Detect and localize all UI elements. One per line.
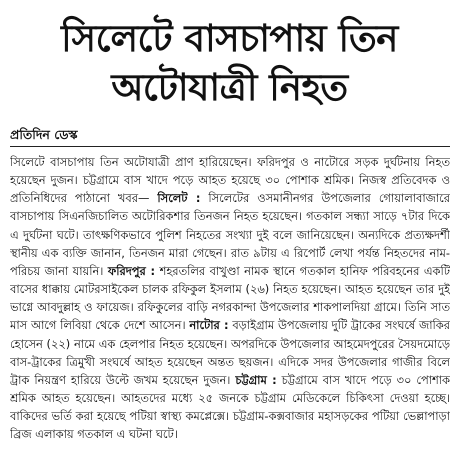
article-paragraph	[10, 153, 450, 444]
headline-line-1: সিলেটে বাসচাপায় তিন	[61, 17, 398, 60]
dateline-sylhet: সিলেট :	[157, 191, 201, 206]
article-intro: সিলেটে বাসচাপায় তিন অটোযাত্রী প্রাণ হারিয়েছেন। ফরিদপুর ও নাটোরে সড়ক দুর্ঘটনায় নিহত হয়েছেন দুজন। চট্টগ্রামে বাস খাদে পড়ে আহত হয়েছে ৩০ পোশাক শ্রমিক। নিজস্ব প্রতিবেদক ও প্রতিনিধিদের পাঠানো খবর—	[10, 155, 450, 206]
chattogram-report: চট্টগ্রামে বাস খাদে পড়ে ৩০ পোশাক শ্রমিক আহত হয়েছেন। আহতদের মধ্যে ২৫ জনকে চট্টগ্রাম মেডিকেলে চিকিৎসা দেওয়া হচ্ছে। বাকিদের ভর্তি করা হয়েছে পটিয়া স্বাস্থ্য কমপ্লেক্সে। চট্টগ্রাম-কক্সবাজার মহাসড়কের পটিয়া ভেল্লাপাড়া ব্রিজ এলাকায় গতকাল এ ঘটনা ঘটে।	[10, 372, 450, 442]
byline: প্রতিদিন ডেস্ক	[10, 127, 78, 142]
dateline-faridpur: ফরিদপুর :	[107, 263, 156, 278]
dateline-natore: নাটোর :	[189, 318, 229, 333]
dateline-chattogram: চট্টগ্রাম :	[235, 372, 277, 387]
headline-line-2: অটোযাত্রী নিহত	[111, 66, 348, 109]
byline-divider	[10, 146, 450, 147]
natore-report: বড়াইগ্রাম উপজেলায় দুটি ট্রাকের সংঘর্ষে জাকির হোসেন (২২) নামে এক হেলপার নিহত হয়েছেন। অপরদিকে উপজেলার আহমেদপুরের সৈয়দমোড়ে বাস-ট্রাকের ত্রিমুখী সংঘর্ষে আহত হয়েছেন অন্তত ছয়জন। এদিকে সদর উপজেলার গাজীর বিলে ট্রাক নিয়ন্ত্রণ হারিয়ে উল্টে জখম হয়েছেন দুজন।	[10, 318, 450, 387]
sylhet-report: সিলেটের ওসমানীনগর উপজেলার গোয়ালাবাজারে বাসচাপায় সিএনজিচালিত অটোরিকশার তিনজন নিহত হয়েছেন। গতকাল সন্ধ্যা সাড়ে ৭টার দিকে এ দুর্ঘটনা ঘটে। তাৎক্ষণিকভাবে পুলিশ নিহতের সংখ্যা দুই বলে জানিয়েছেন। অন্যদিকে প্রত্যক্ষদর্শী স্থানীয় এক ব্যক্তি জানান, তিনজন মারা গেছেন। রাত ৯টায় এ রিপোর্ট লেখা পর্যন্ত নিহতদের নাম-পরিচয় জানা যায়নি।	[10, 191, 450, 278]
article-body	[10, 153, 450, 445]
faridpur-report: শহরতলির বাখুণ্ডা নামক স্থানে গতকাল হানিফ পরিবহনের একটি বাসের ধাক্কায় মোটরসাইকেল চালক রফিকুল ইসলাম (২৬) নিহত হয়েছেন। আহত হয়েছেন তার দুই ভাগ্নে আবদুল্লাহ ও ফায়েজ। রফিকুলের বাড়ি নগরকান্দা উপজেলার শাকপালদিয়া গ্রামে। তিনি সাত মাস আগে লিবিয়া থেকে দেশে আসেন।	[10, 263, 450, 333]
headline	[0, 14, 459, 112]
